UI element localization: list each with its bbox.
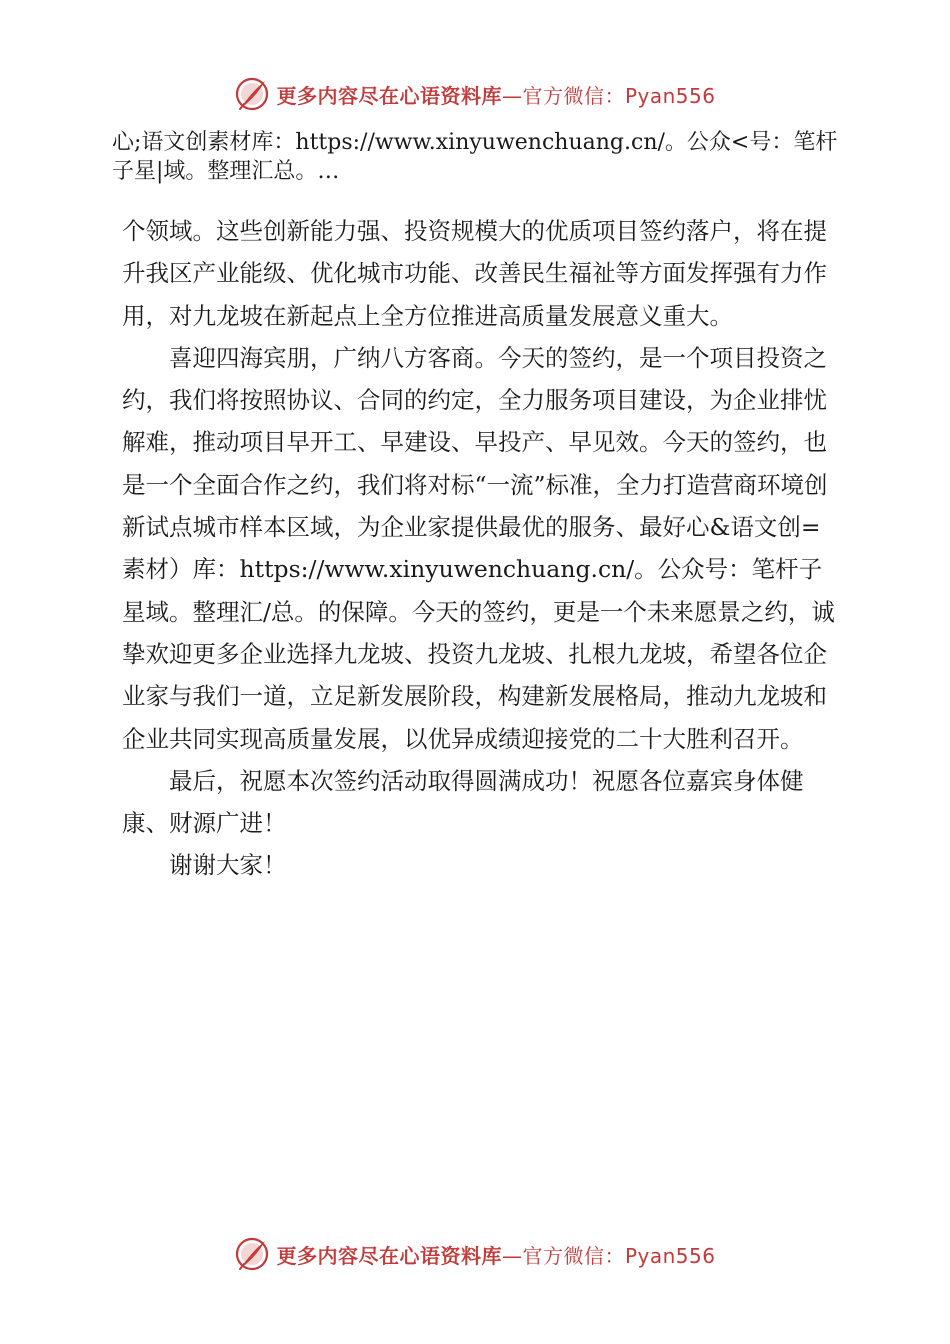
- watermark-text: [276, 80, 715, 109]
- watermark-wechat: 官方微信：Pyan556: [522, 1243, 716, 1268]
- watermark-dash: —: [501, 83, 523, 108]
- quill-logo-icon: [234, 1236, 270, 1272]
- watermark-title: 更多内容尽在心语资料库: [276, 1243, 502, 1268]
- paragraph-4: 谢谢大家！: [169, 851, 287, 880]
- watermark-title: 更多内容尽在心语资料库: [276, 83, 502, 108]
- paragraph-3: 最后，祝愿本次签约活动取得圆满成功！祝愿各位嘉宾身体健康、财源广进！: [122, 766, 804, 838]
- watermark-dash: —: [501, 1243, 523, 1268]
- header-watermark: [0, 72, 950, 116]
- document-body: [122, 210, 840, 887]
- paragraph-1: 个领域。这些创新能力强、投资规模大的优质项目签约落户，将在提升我区产业能级、优化城市功能、改善民生福祉等方面发挥强有力作用，对九龙坡在新起点上全方位推进高质量发展意义重大。: [122, 217, 827, 330]
- watermark-wechat: 官方微信：Pyan556: [522, 83, 716, 108]
- footer-watermark: [0, 1232, 950, 1276]
- watermark-text: [276, 1240, 715, 1269]
- quill-logo-icon: [234, 76, 270, 112]
- header-fragment-text: 心;语文创素材库：https://www.xinyuwenchuang.cn/。公众<号：笔杆子星|域。整理汇总。…: [112, 130, 838, 184]
- paragraph-2: 喜迎四海宾朋，广纳八方客商。今天的签约，是一个项目投资之约，我们将按照协议、合同的约定，全力服务项目建设，为企业排忧解难，推动项目早开工、早建设、早投产、早见效。今天的签约，也是一个全面合作之约，我们将对标“一流”标准，全力打造营商环境创新试点城市样本区域，为企业家提供最优的服务、最好心&语文创=素材）库：https://www.xinyuwenchuang.cn/。公众号：笔杆子星域。整理汇/总。的保障。今天的签约，更是一个未来愿景之约，诚挚欢迎更多企业选择九龙坡、投资九龙坡、扎根九龙坡，希望各位企业家与我们一道，立足新发展阶段，构建新发展格局，推动九龙坡和企业共同实现高质量发展，以优异成绩迎接党的二十大胜利召开。: [122, 343, 835, 753]
